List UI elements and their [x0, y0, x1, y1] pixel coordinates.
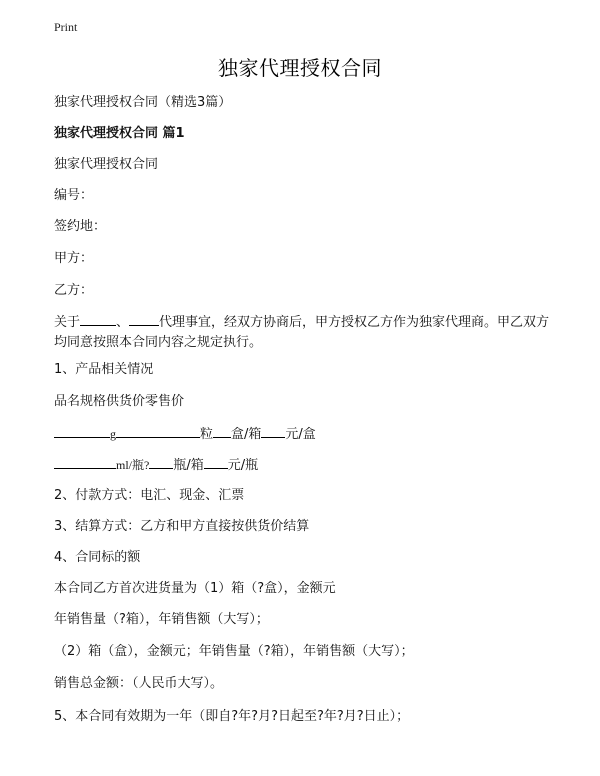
bottle-per-case-label: 瓶/箱	[173, 458, 204, 473]
item-4-heading: 4、合同标的额	[54, 550, 141, 565]
unit-g: g	[110, 427, 116, 441]
blank-line	[54, 424, 110, 438]
blank-line	[213, 424, 231, 438]
intro-part2: 代理事宜，经双方协商后，甲方授权乙方作为独家代理商。甲乙双方均同意按照本合同内容之规定执行。	[54, 315, 550, 350]
blank-line	[54, 455, 116, 469]
item-2-payment: 2、付款方式：电汇、现金、汇票	[54, 488, 245, 503]
ml-bottle-label: ml/瓶?	[116, 458, 150, 472]
blank-line	[129, 312, 159, 326]
price-row-1	[54, 424, 554, 445]
item-3-settlement: 3、结算方式：乙方和甲方直接按供货价结算	[54, 519, 310, 534]
intro-sep: 、	[116, 315, 130, 330]
blank-line	[149, 455, 173, 469]
print-label[interactable]: Print	[54, 20, 78, 34]
blank-line	[80, 312, 116, 326]
paragraph-total-amount: 销售总金额：（人民币大写）。	[54, 676, 224, 691]
price-row-2	[54, 455, 554, 476]
blank-line	[204, 455, 228, 469]
section-heading: 独家代理授权合同 篇1	[54, 126, 185, 141]
paragraph-second-order: （2）箱（盒），金额元；年销售量（?箱），年销售额（大写）；	[54, 644, 414, 659]
box-per-case-label: 盒/箱	[231, 427, 262, 442]
paragraph-annual-sales: 年销售量（?箱），年销售额（大写）；	[54, 612, 269, 627]
document-subtitle: 独家代理授权合同（精选3篇）	[54, 95, 232, 110]
party-b-label: 乙方：	[54, 283, 94, 298]
contract-name: 独家代理授权合同	[54, 157, 159, 172]
paragraph-first-order: 本合同乙方首次进货量为（1）箱（?盒），金额元	[54, 581, 336, 596]
item-1-heading: 1、产品相关情况	[54, 362, 154, 377]
intro-paragraph	[54, 312, 554, 353]
number-label: 编号：	[54, 188, 94, 203]
item-5-validity: 5、本合同有效期为一年（即自?年?月?日起至?年?月?日止）；	[54, 709, 410, 724]
blank-line	[116, 424, 200, 438]
price-header: 品名规格供货价零售价	[54, 394, 185, 409]
yuan-per-bottle-label: 元/瓶	[227, 458, 259, 473]
document-title: 独家代理授权合同	[218, 56, 382, 80]
sign-place-label: 签约地：	[54, 219, 107, 234]
yuan-per-box-label: 元/盒	[285, 427, 316, 442]
intro-part1: 关于	[54, 315, 81, 330]
blank-line	[261, 424, 285, 438]
party-a-label: 甲方：	[54, 251, 94, 266]
grain-label: 粒	[200, 427, 214, 442]
